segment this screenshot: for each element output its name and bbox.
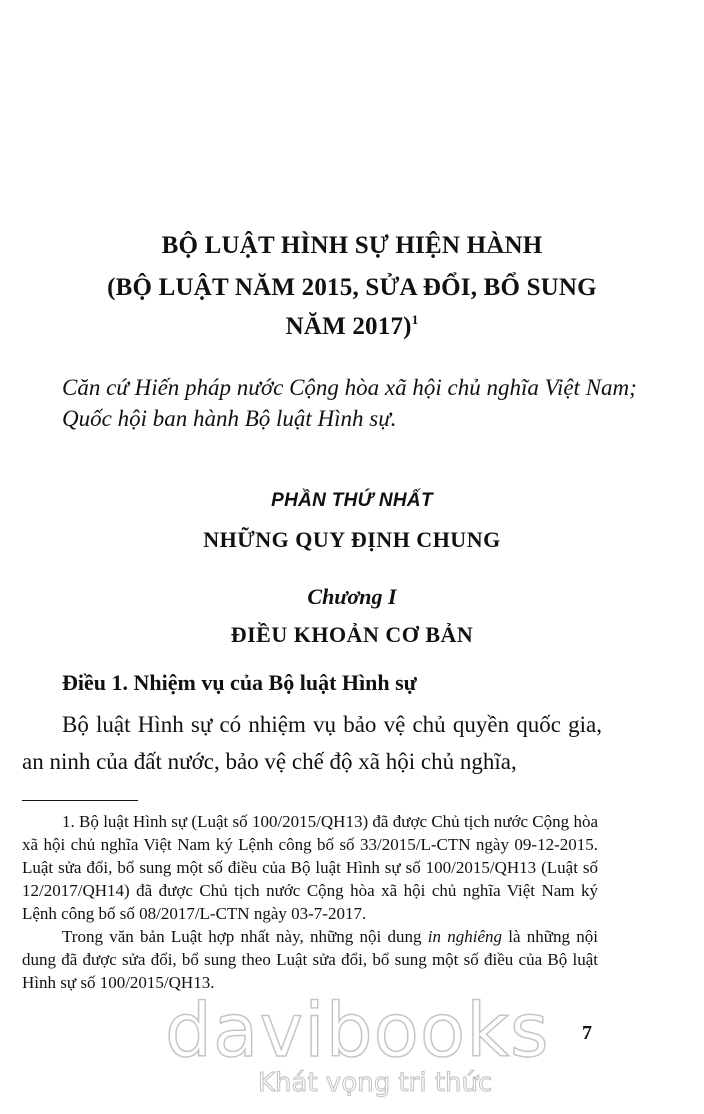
- preamble: [62, 374, 662, 432]
- footnote-2-italic: in nghiêng: [427, 927, 502, 946]
- title-line-2: (BỘ LUẬT NĂM 2015, SỬA ĐỔI, BỔ SUNG: [107, 274, 597, 301]
- footnote-2: [22, 925, 598, 994]
- title-dash: [470, 252, 512, 253]
- footnote-2-before: Trong văn bản Luật hợp nhất này, những nội dung: [62, 927, 428, 946]
- footnote-1: 1. Bộ luật Hình sự (Luật số 100/2015/QH13) đã được Chủ tịch nước Cộng hòa xã hội chủ nghĩa Việt Nam ký Lệnh công bố số 33/2015/L-CTN ngày 09-12-2015. Luật sửa đổi, bổ sung một số điều của Bộ luật Hình sự số 100/2015/QH13 (Luật số 12/2017/QH14) đã được Chủ tịch nước Cộng hòa xã hội chủ nghĩa Việt Nam ký Lệnh công bố số 08/2017/L-CTN ngày 03-7-2017.: [22, 812, 598, 923]
- part-label: PHẦN THỨ NHẤT: [271, 490, 433, 511]
- preamble-line-1: Căn cứ Hiến pháp nước Cộng hòa xã hội chủ nghĩa Việt Nam;: [62, 375, 637, 400]
- article-title: Điều 1. Nhiệm vụ của Bộ luật Hình sự: [62, 670, 417, 695]
- chapter-label: Chương I: [307, 584, 397, 609]
- preamble-line-2: Quốc hội ban hành Bộ luật Hình sự.: [62, 406, 397, 431]
- title-line-3-text: NĂM 2017): [285, 313, 412, 340]
- title-footnote-mark: 1: [411, 312, 419, 327]
- watermark-brand: davibooks: [165, 988, 550, 1074]
- watermark-tagline: Khát vọng tri thức: [258, 1068, 493, 1098]
- title-line-1: BỘ LUẬT HÌNH SỰ HIỆN HÀNH: [161, 232, 543, 259]
- footnote-separator: [22, 800, 138, 801]
- page-number: 7: [582, 1022, 592, 1044]
- article-body: [22, 706, 602, 780]
- article-text: Bộ luật Hình sự có nhiệm vụ bảo vệ chủ quyền quốc gia, an ninh của đất nước, bảo vệ chế độ xã hội chủ nghĩa,: [22, 712, 602, 774]
- chapter-heading: ĐIỀU KHOẢN CƠ BẢN: [230, 622, 474, 647]
- footnote-2-after: là những nội dung đã được sửa đổi, bổ sung theo Luật sửa đổi, bổ sung một số điều của Bộ luật Hình sự số 100/2015/QH13.: [22, 927, 598, 992]
- title-line-3: [0, 312, 704, 341]
- footnotes: [22, 810, 598, 994]
- part-heading: NHỮNG QUY ĐỊNH CHUNG: [203, 527, 501, 552]
